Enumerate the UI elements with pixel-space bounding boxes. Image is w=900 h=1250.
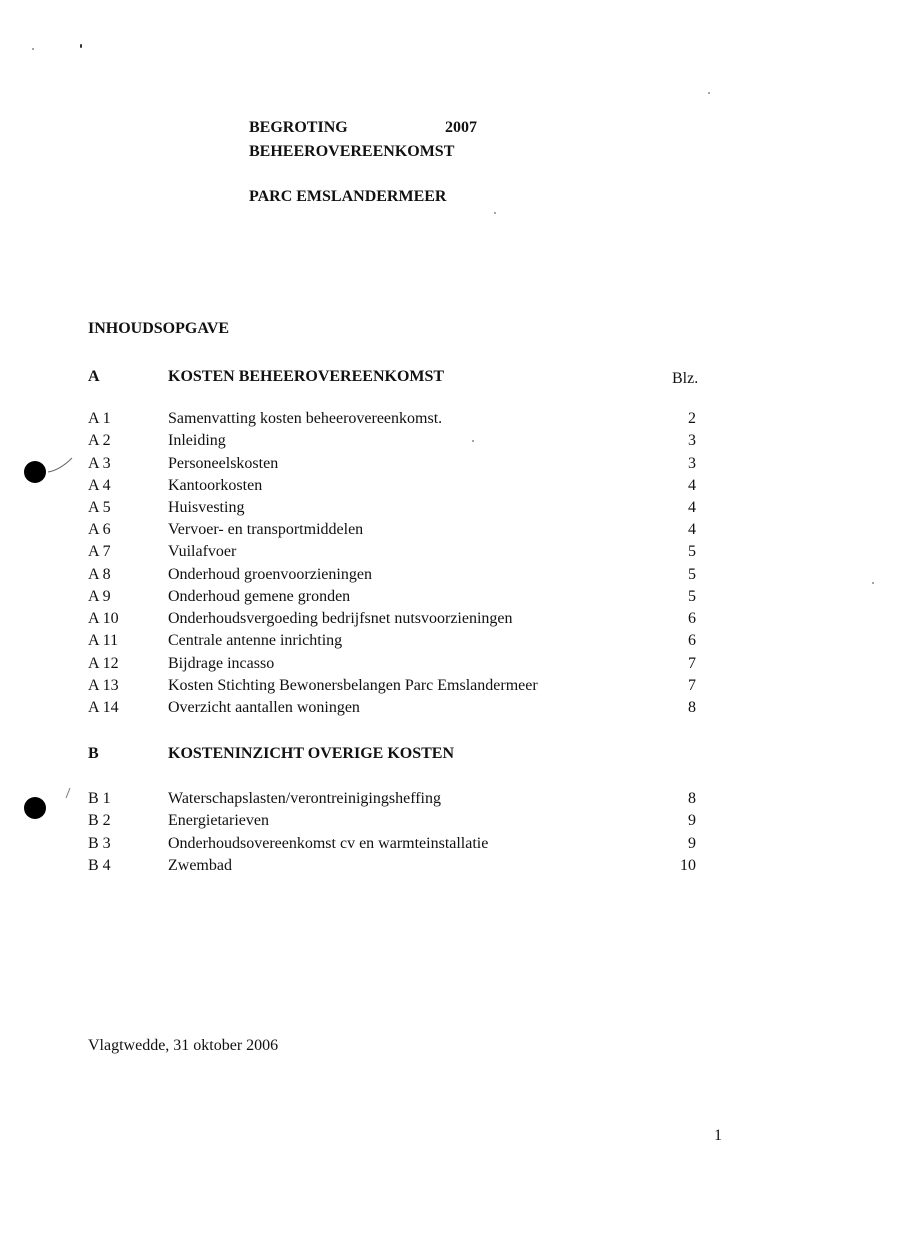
toc-description: Overzicht aantallen woningen [168,699,360,716]
toc-code: A 7 [88,543,111,560]
toc-code: A 8 [88,566,111,583]
toc-page: 5 [688,566,696,583]
toc-code: B 2 [88,812,111,829]
toc-description: Zwembad [168,857,232,874]
section-a-letter: A [88,368,100,385]
toc-row [0,699,900,721]
toc-description: Vuilafvoer [168,543,237,560]
toc-row [0,432,900,454]
toc-description: Samenvatting kosten beheerovereenkomst. [168,410,443,427]
section-a-title: KOSTEN BEHEEROVEREENKOMST [168,368,445,385]
section-b-letter: B [88,745,99,762]
project-name: PARC EMSLANDERMEER [249,188,447,205]
page-number: 1 [714,1127,722,1144]
scan-speck [494,212,496,214]
toc-page: 4 [688,521,696,538]
title-begroting: BEGROTING [249,119,348,136]
toc-page: 3 [688,455,696,472]
section-b-title: KOSTENINZICHT OVERIGE KOSTEN [168,745,455,762]
toc-description: Inleiding [168,432,226,449]
toc-description: Huisvesting [168,499,245,516]
scan-speck [708,92,710,94]
toc-row [0,588,900,610]
toc-code: A 2 [88,432,111,449]
toc-page: 5 [688,588,696,605]
toc-row [0,455,900,477]
toc-row [0,566,900,588]
toc-page: 9 [688,812,696,829]
toc-description: Kosten Stichting Bewonersbelangen Parc Emslandermeer [168,677,538,694]
toc-description: Onderhoudsvergoeding bedrijfsnet nutsvoorzieningen [168,610,513,627]
toc-page: 3 [688,432,696,449]
toc-page: 9 [688,835,696,852]
toc-page: 10 [680,857,696,874]
toc-row [0,790,900,812]
scan-speck [872,582,874,584]
toc-page: 7 [688,677,696,694]
toc-description: Onderhoud groenvoorzieningen [168,566,372,583]
toc-description: Waterschapslasten/verontreinigingsheffing [168,790,441,807]
toc-code: B 1 [88,790,111,807]
scan-speck [80,44,82,48]
pen-stroke-mark [62,786,74,802]
toc-heading: INHOUDSOPGAVE [88,320,230,337]
toc-page: 6 [688,610,696,627]
toc-row [0,632,900,654]
toc-code: B 4 [88,857,111,874]
toc-row [0,677,900,699]
toc-description: Personeelskosten [168,455,279,472]
toc-page: 4 [688,499,696,516]
toc-description: Energietarieven [168,812,269,829]
toc-page: 6 [688,632,696,649]
toc-row [0,521,900,543]
toc-description: Centrale antenne inrichting [168,632,343,649]
title-beheerovereenkomst: BEHEEROVEREENKOMST [249,143,455,160]
toc-page: 7 [688,655,696,672]
toc-code: A 1 [88,410,111,427]
toc-code: B 3 [88,835,111,852]
toc-code: A 11 [88,632,119,649]
toc-page: 4 [688,477,696,494]
punch-hole-mark [24,797,46,819]
toc-description: Onderhoudsovereenkomst cv en warmteinstallatie [168,835,489,852]
toc-row [0,835,900,857]
toc-code: A 14 [88,699,119,716]
toc-row [0,655,900,677]
toc-row [0,812,900,834]
toc-code: A 4 [88,477,111,494]
toc-row [0,857,900,879]
toc-row [0,543,900,565]
toc-code: A 12 [88,655,119,672]
toc-code: A 10 [88,610,119,627]
pen-stroke-mark [46,454,76,476]
toc-description: Kantoorkosten [168,477,263,494]
toc-page: 8 [688,699,696,716]
toc-row [0,477,900,499]
place-and-date: Vlagtwedde, 31 oktober 2006 [88,1037,279,1054]
toc-code: A 9 [88,588,111,605]
toc-description: Onderhoud gemene gronden [168,588,351,605]
toc-row [0,410,900,432]
page-column-label: Blz. [672,370,699,387]
toc-code: A 5 [88,499,111,516]
toc-description: Vervoer- en transportmiddelen [168,521,364,538]
title-year: 2007 [445,119,477,136]
toc-page: 2 [688,410,696,427]
toc-row [0,499,900,521]
toc-page: 8 [688,790,696,807]
toc-code: A 3 [88,455,111,472]
toc-code: A 13 [88,677,119,694]
toc-description: Bijdrage incasso [168,655,275,672]
toc-code: A 6 [88,521,111,538]
toc-row [0,610,900,632]
toc-page: 5 [688,543,696,560]
scan-speck [32,48,34,50]
punch-hole-mark [24,461,46,483]
scan-speck [472,440,474,442]
